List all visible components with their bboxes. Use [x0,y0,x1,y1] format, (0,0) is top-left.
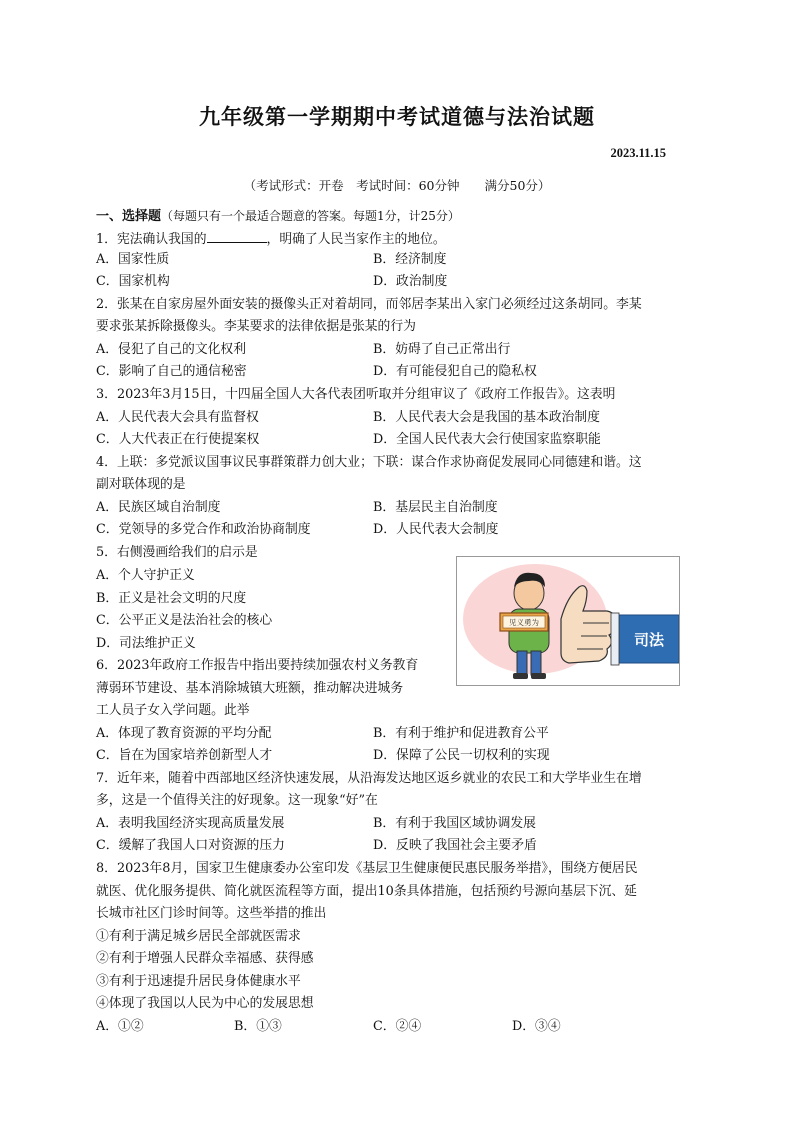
section-heading [96,205,460,224]
q3-option-a: A．人民代表大会具有监督权 [96,410,259,425]
q8-option-c: C．②④ [373,1019,422,1034]
question-1-stem [96,229,446,248]
q4-option-c: C．党领导的多党合作和政治协商制度 [96,522,311,537]
exam-date: 2023.11.15 [610,146,666,160]
q2-stem-line2: 要求张某拆除摄像头。李某要求的法律依据是张某的行为 [96,319,416,334]
q2-stem-line1: 2．张某在自家房屋外面安装的摄像头正对着胡同，而邻居李某出入家门必须经过这条胡同。李某 [96,297,642,312]
q1-option-b: B．经济制度 [373,252,447,267]
q6-stem-line3: 工人员子女入学问题。此举 [96,703,250,718]
q7-option-b: B．有利于我国区域协调发展 [373,816,536,831]
q5-option-d: D．司法维护正义 [96,636,196,651]
q4-stem-line1: 4．上联：多党派议国事议民事群策群力创大业；下联：谋合作求协商促发展同心同德建和谐。这 [96,455,642,470]
q8-stem-line3: 长城市社区门诊时间等。这些举措的推出 [96,906,327,921]
q7-stem-line2: 多，这是一个值得关注的好现象。这一现象“好”在 [96,793,378,808]
page-title: 九年级第一学期期中考试道德与法治试题 [199,105,595,129]
q1-option-a: A．国家性质 [96,252,170,267]
exam-info: （考试形式：开卷 考试时间：60分钟 满分50分） [243,178,551,193]
q7-option-d: D．反映了我国社会主要矛盾 [373,838,537,853]
q8-option-d: D．③④ [512,1019,561,1034]
q8-stem-line1: 8．2023年8月，国家卫生健康委办公室印发《基层卫生健康便民惠民服务举措》，围绕方便居民 [96,861,638,876]
q3-stem-line1: 3．2023年3月15日，十四届全国人大各代表团听取并分组审议了《政府工作报告》。这表明 [96,387,616,402]
q6-option-b: B．有利于维护和促进教育公平 [373,726,549,741]
q2-option-b: B．妨碍了自己正常出行 [373,342,511,357]
q8-option-a: A．①② [96,1019,144,1034]
section-title: 一、选择题 [96,209,162,224]
q4-stem-line2: 副对联体现的是 [96,477,186,492]
q4-option-d: D．人民代表大会制度 [373,522,499,537]
q5-cartoon-image [456,556,680,686]
q6-stem-line2: 薄弱环节建设、基本消除城镇大班额，推动解决进城务 [96,681,404,696]
q3-option-c: C．人大代表正在行使提案权 [96,432,260,447]
q3-option-b: B．人民代表大会是我国的基本政治制度 [373,410,600,425]
q5-stem-line1: 5．右侧漫画给我们的启示是 [96,545,258,560]
section-instruction: （每题只有一个最适合题意的答案。每题1分，计25分） [161,209,460,223]
q4-option-b: B．基层民主自治制度 [373,500,498,515]
q8-item-3: ③有利于迅速提升居民身体健康水平 [96,974,301,989]
q7-option-a: A．表明我国经济实现高质量发展 [96,816,285,831]
q6-stem-line1: 6．2023年政府工作报告中指出要持续加强农村义务教育 [96,658,419,673]
cartoon-judiciary-label: 司法 [633,631,665,649]
q6-option-d: D．保障了公民一切权利的实现 [373,748,550,763]
q5-option-b: B．正义是社会文明的尺度 [96,591,247,606]
q3-option-d: D．全国人民代表大会行使国家监察职能 [373,432,601,447]
q1-option-d: D．政治制度 [373,274,448,289]
q8-option-b: B．①③ [234,1019,282,1034]
q2-option-a: A．侵犯了自己的文化权利 [96,342,247,357]
q2-option-c: C．影响了自己的通信秘密 [96,364,247,379]
q8-item-1: ①有利于满足城乡居民全部就医需求 [96,929,301,944]
q5-option-a: A．个人守护正义 [96,568,195,583]
q8-stem-line2: 就医、优化服务提供、简化就医流程等方面，提出10条具体措施，包括预约号源向基层下沉、延 [96,884,637,899]
q6-option-a: A．体现了教育资源的平均分配 [96,726,272,741]
q7-stem-line1: 7．近年来，随着中西部地区经济快速发展，从沿海发达地区返乡就业的农民工和大学毕业生在增 [96,771,642,786]
q6-option-c: C．旨在为国家培养创新型人才 [96,748,273,763]
q5-option-c: C．公平正义是法治社会的核心 [96,613,273,628]
q1-option-c: C．国家机构 [96,274,170,289]
q2-option-d: D．有可能侵犯自己的隐私权 [373,364,537,379]
q8-item-2: ②有利于增强人民群众幸福感、获得感 [96,951,314,966]
cartoon-sign-text: 见义勇为 [509,618,539,627]
q4-option-a: A．民族区域自治制度 [96,500,221,515]
q8-item-4: ④体现了我国以人民为中心的发展思想 [96,996,314,1011]
q7-option-c: C．缓解了我国人口对资源的压力 [96,838,285,853]
q1-stem-part-a: 1．宪法确认我国的 [96,232,207,247]
q1-stem-part-b: ，明确了人民当家作主的地位。 [266,232,446,247]
answer-blank [207,229,267,243]
